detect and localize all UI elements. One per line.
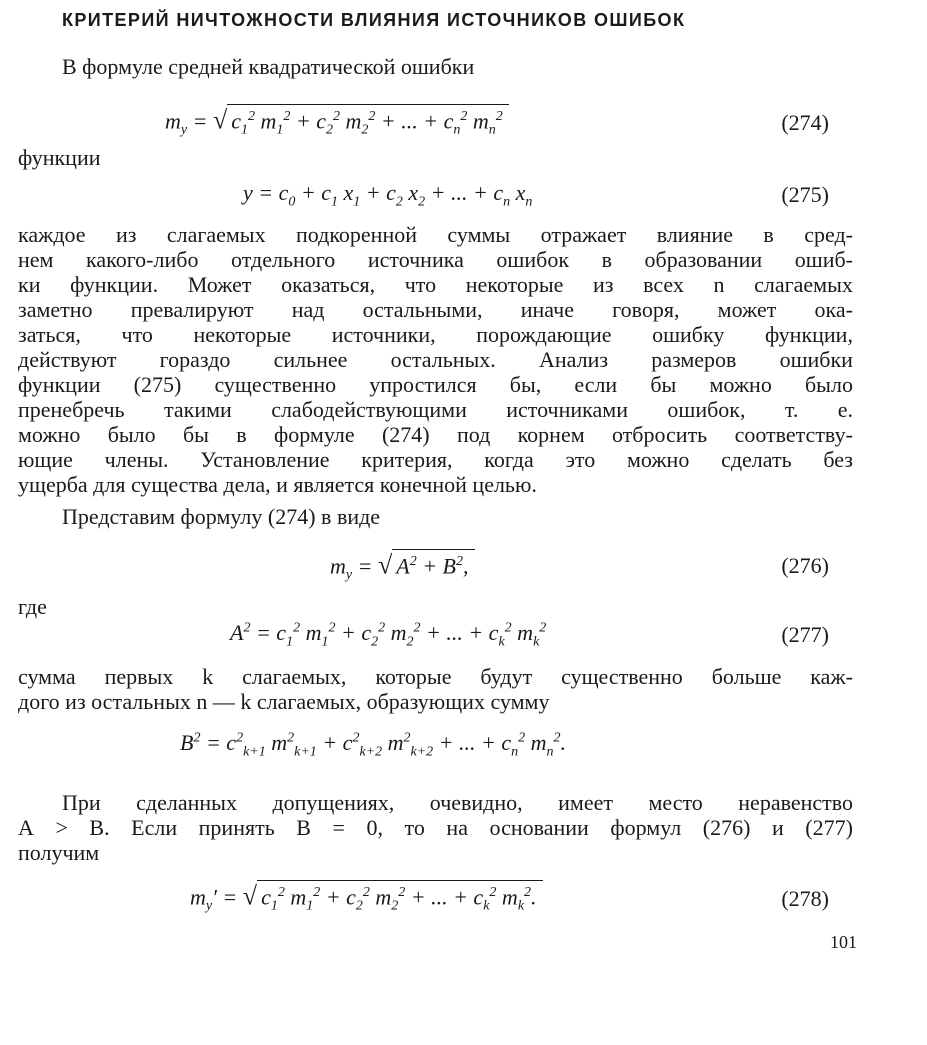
equation-number-277: (277)	[781, 622, 829, 647]
paragraph-line: каждое из слагаемых подкоренной суммы отражает влияние в сред-	[18, 222, 853, 247]
equation-number-275: (275)	[781, 182, 829, 207]
paragraph-line: нем какого-либо отдельного источника ошибок в образовании ошиб-	[18, 247, 853, 272]
paragraph-line: При сделанных допущениях, очевидно, имеет место неравенство	[62, 790, 853, 815]
formula-b-squared: $B^2 = c^2_{k+1}$ $m^2_{k+1} + c^2_{k+2}$ $m^2_{k+2}$ + ... + $c_n^2$ $m_n^2$.	[180, 730, 567, 760]
paragraph-line: ки функции. Может оказаться, что некоторые из всех n слагаемых	[18, 272, 853, 297]
paragraph-line: дого из остальных n — k слагаемых, образующих сумму	[18, 689, 550, 714]
page-number: 101	[830, 932, 857, 952]
equation-number-276: (276)	[781, 553, 829, 578]
paragraph-line: функции (275) существенно упростился бы, если бы можно было	[18, 372, 853, 397]
formula-275: $y = c_0 + c_1$ $x_1 + c_2$ $x_2$ + ... + $c_n$ $x_n$	[243, 180, 533, 210]
paragraph-line: сумма первых k слагаемых, которые будут существенно больше каж-	[18, 664, 853, 689]
paragraph-text: Представим формулу (274) в виде	[62, 504, 381, 529]
section-heading: КРИТЕРИЙ НИЧТОЖНОСТИ ВЛИЯНИЯ ИСТОЧНИКОВ ОШИБОК	[62, 10, 686, 30]
paragraph-line: ющие члены. Установление критерия, когда это можно сделать без	[18, 447, 853, 472]
paragraph-line: действуют гораздо сильнее остальных. Анализ размеров ошибки	[18, 347, 853, 372]
paragraph-line: пренебречь такими слабодействующими источниками ошибок, т. е.	[18, 397, 853, 422]
equation-number-274: (274)	[781, 110, 829, 135]
label-funktsii: функции	[18, 145, 101, 170]
paragraph-line: заться, что некоторые источники, порождающие ошибку функции,	[18, 322, 853, 347]
formula-278: $m_y'$ = √ $c_1^2$ $m_1^2 + c_2^2$ $m_2^2$ + ... + $c_k^2$ $m_k^2$.	[190, 880, 543, 919]
paragraph-line: можно было бы в формуле (274) под корнем отбросить соответству-	[18, 422, 853, 447]
formula-274: $m_y$ = √ $c_1^2$ $m_1^2 + c_2^2$ $m_2^2$ + ... + $c_n^2$ $m_n^2$	[165, 104, 509, 143]
paragraph-line: заметно превалируют над остальными, иначе говоря, может ока-	[18, 297, 853, 322]
equation-number-278: (278)	[781, 886, 829, 911]
paragraph-line: получим	[18, 840, 100, 865]
label-gde: где	[18, 594, 47, 619]
formula-276: $m_y$ = √ $A^2 + B^2$,	[330, 549, 475, 584]
paragraph-line: ущерба для существа дела, и является конечной целью.	[18, 472, 537, 497]
formula-277: $A^2 = c_1^2$ $m_1^2 + c_2^2$ $m_2^2$ + ... + $c_k^2$ $m_k^2$	[230, 620, 547, 650]
paragraph-line: A > B. Если принять B = 0, то на основании формул (276) и (277)	[18, 815, 853, 840]
intro-text: В формуле средней квадратической ошибки	[62, 54, 475, 79]
